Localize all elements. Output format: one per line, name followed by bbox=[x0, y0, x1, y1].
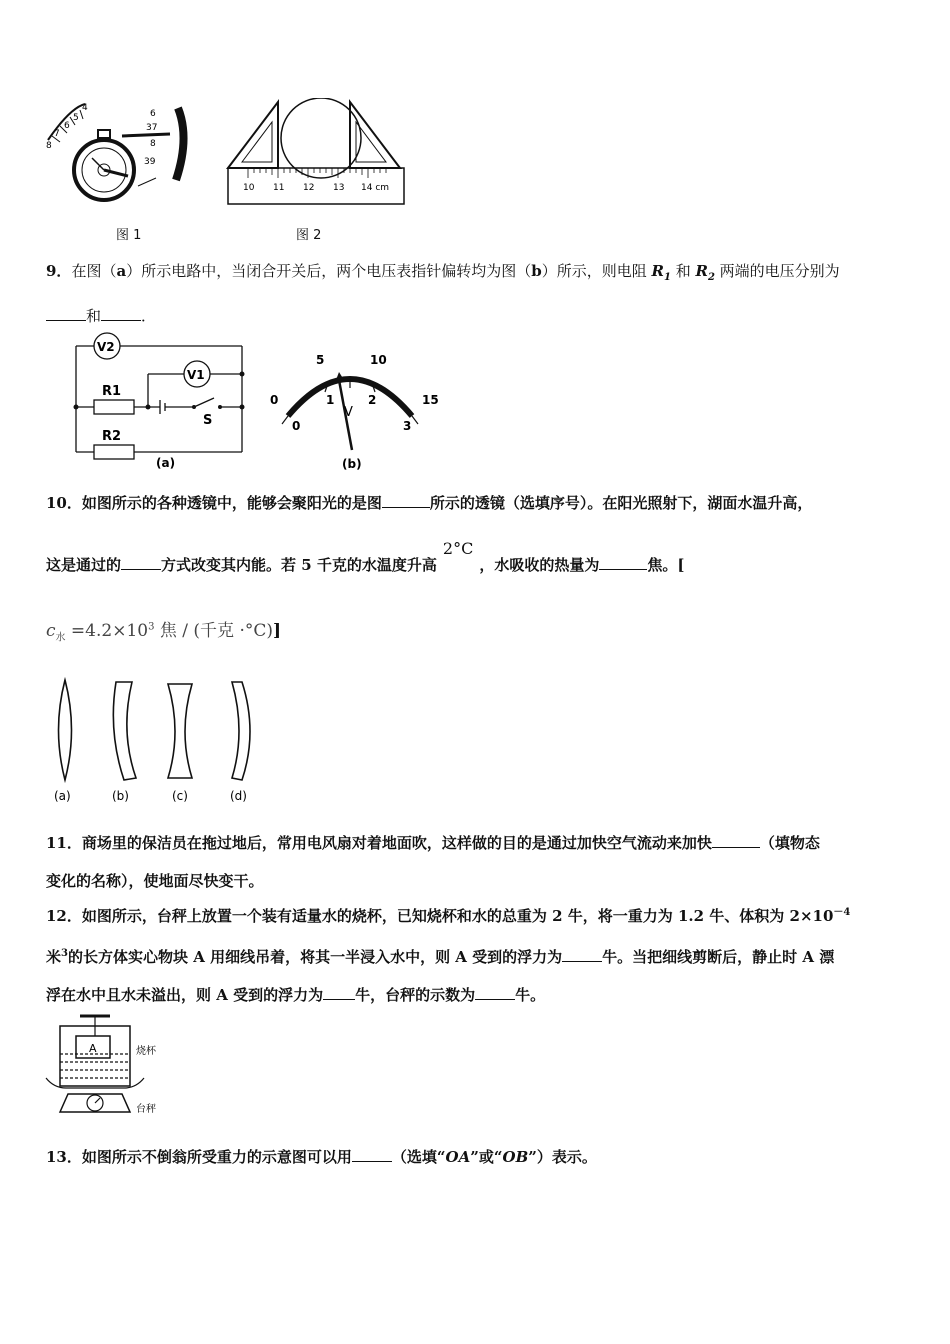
question-10-line2d: 焦。[ bbox=[647, 556, 685, 574]
answer-blank[interactable] bbox=[121, 553, 161, 570]
meter-top-label: 0 bbox=[270, 393, 279, 407]
voltmeter-v2-label: V2 bbox=[97, 340, 115, 354]
lens-label: (d) bbox=[230, 789, 247, 803]
answer-blank[interactable] bbox=[712, 831, 760, 848]
meter-top-label: 5 bbox=[316, 353, 325, 367]
answer-blank[interactable] bbox=[382, 491, 430, 508]
question-10-line2 bbox=[46, 539, 906, 584]
meter-bottom-label: 1 bbox=[326, 393, 335, 407]
question-13-text-d: ”）表示。 bbox=[528, 1148, 597, 1166]
figure-9a-circuit bbox=[70, 330, 250, 472]
ruler-label: 14 cm bbox=[361, 183, 390, 193]
meter-caption: (b) bbox=[342, 457, 362, 471]
question-13 bbox=[46, 1138, 906, 1176]
question-9-and2: 和 bbox=[86, 307, 102, 325]
option-oa: OA bbox=[445, 1148, 471, 1166]
question-13-text-a: 13．如图所示不倒翁所受重力的示意图可以用 bbox=[46, 1148, 352, 1166]
answer-blank[interactable] bbox=[323, 983, 355, 1000]
option-ob: OB bbox=[502, 1148, 529, 1166]
question-12-line2a: 米 bbox=[46, 948, 62, 966]
question-9-number: 9． bbox=[46, 262, 72, 280]
question-9-b: b bbox=[531, 262, 542, 280]
question-10-line1: 10．如图所示的各种透镜中，能够会聚阳光的是图 bbox=[46, 494, 382, 512]
watch-dial-label: 4 bbox=[82, 103, 88, 113]
meter-top-label: 15 bbox=[422, 393, 439, 407]
ruler-label: 13 bbox=[333, 183, 345, 193]
lens-label: (b) bbox=[112, 789, 129, 803]
ruler-label: 12 bbox=[303, 183, 315, 193]
question-9-a: a bbox=[116, 262, 127, 280]
meter-bottom-label: 0 bbox=[292, 419, 301, 433]
figure-2-caption: 图 2 bbox=[296, 228, 322, 243]
question-11 bbox=[46, 824, 906, 900]
question-13-text-c: ”或“ bbox=[470, 1148, 503, 1166]
question-9-text-a: 在图（ bbox=[71, 262, 117, 280]
watch-dial-label: 6 bbox=[64, 121, 70, 131]
voltmeter-v1-label: V1 bbox=[187, 368, 205, 382]
temperature-rise: 2°C bbox=[442, 539, 474, 558]
figure-12-beaker-scale bbox=[44, 1012, 174, 1118]
ruler-label: 10 bbox=[243, 183, 255, 193]
question-9-text-d: 两端的电压分别为 bbox=[714, 262, 840, 280]
resistor-r2-label: R2 bbox=[102, 429, 122, 444]
question-12: 12．如图所示，台秤上放置一个装有适量水的烧杯，已知烧杯和水的总重为 2 牛，将一重力为 1.2 牛、体积为 $2\times 10^{-4}$ 米$^3$的长方体实心物块 A 用细线吊着，将其一半浸入水中，则 A 受到的浮力为 牛。当把细线剪断后，静止时 A 漂 浮在水中且水未溢出，则 A 受到的浮力为 牛，台秤的示数为 牛。 bbox=[46, 907, 851, 1004]
question-10-line2a: 这是通过的 bbox=[46, 556, 122, 574]
figure-2-ruler bbox=[226, 98, 416, 210]
question-12-line1a: 12．如图所示，台秤上放置一个装有适量水的烧杯，已知烧杯和水的总重为 2 牛，将一重力为 1.2 牛、体积为 2×10 bbox=[46, 907, 834, 925]
question-11-line1a: 11．商场里的保洁员在拖过地后，常用电风扇对着地面吹，这样做的目的是通过加快空气流动来加快 bbox=[46, 834, 712, 852]
figure-10-lenses bbox=[44, 676, 274, 808]
question-10-line2b: 方式改变其内能。若 5 千克的水温度升高 bbox=[161, 556, 437, 574]
formula-close-bracket: ] bbox=[273, 621, 282, 641]
figure-9b-voltmeter bbox=[266, 350, 446, 472]
figure-1-stopwatch bbox=[40, 98, 200, 238]
meter-v-label: V bbox=[344, 405, 353, 420]
watch-scale-label: 37 bbox=[146, 123, 158, 133]
question-10-line1b: 所示的透镜（选填序号）。在阳光照射下，湖面水温升高， bbox=[429, 494, 813, 512]
question-10-line2c: ，水吸收的热量为 bbox=[479, 556, 600, 574]
question-12-line3b: 牛，台秤的示数为 bbox=[355, 986, 476, 1004]
question-11-line1b: （填物态 bbox=[759, 834, 820, 852]
switch-s-label: S bbox=[203, 413, 213, 428]
question-12-line2c: 牛。当把细线剪断后，静止时 A 漂 bbox=[602, 948, 835, 966]
watch-scale-label: 8 bbox=[150, 139, 156, 149]
question-9 bbox=[46, 252, 906, 335]
watch-scale-label: 39 bbox=[144, 157, 156, 167]
question-13-text-b: （选填“ bbox=[391, 1148, 446, 1166]
figure-1-caption: 图 1 bbox=[116, 228, 142, 243]
question-12-line2b: 的长方体实心物块 A 用细线吊着，将其一半浸入水中，则 A 受到的浮力为 bbox=[67, 948, 563, 966]
question-9-and: 和 bbox=[670, 262, 696, 280]
answer-blank[interactable] bbox=[101, 304, 141, 321]
question-12-line3c: 牛。 bbox=[515, 986, 546, 1004]
question-11-line2: 变化的名称），使地面尽快变干。 bbox=[46, 872, 264, 890]
question-9-text-c: ）所示，则电阻 bbox=[541, 262, 652, 280]
answer-blank[interactable] bbox=[562, 945, 602, 962]
lens-label: (a) bbox=[54, 789, 71, 803]
watch-dial-label: 8 bbox=[46, 141, 52, 151]
r2-symbol: $R_2$ bbox=[695, 262, 715, 283]
question-10 bbox=[46, 484, 906, 522]
lens-label: (c) bbox=[172, 789, 188, 803]
circuit-caption: (a) bbox=[156, 456, 176, 470]
watch-dial-label: 5 bbox=[73, 113, 79, 123]
watch-scale-label: 6 bbox=[150, 109, 156, 119]
question-9-text-b: ）所示电路中，当闭合开关后，两个电压表指针偏转均为图（ bbox=[126, 262, 532, 280]
answer-blank[interactable] bbox=[352, 1145, 392, 1162]
beaker-label: 烧杯 bbox=[136, 1046, 156, 1057]
question-12-line3a: 浮在水中且水未溢出，则 A 受到的浮力为 bbox=[46, 986, 324, 1004]
specific-heat-formula: $c_水 =4.2\times 10^3$ 焦 / (千克 ·°C)] bbox=[46, 621, 282, 644]
answer-blank[interactable] bbox=[46, 304, 86, 321]
question-9-end: ． bbox=[141, 307, 157, 325]
answer-blank[interactable] bbox=[475, 983, 515, 1000]
resistor-r1-label: R1 bbox=[102, 384, 122, 399]
scale-label: 台秤 bbox=[136, 1104, 156, 1115]
block-a-label: A bbox=[89, 1042, 97, 1055]
meter-bottom-label: 3 bbox=[403, 419, 412, 433]
meter-top-label: 10 bbox=[370, 353, 387, 367]
r1-symbol: $R_1$ bbox=[651, 262, 671, 283]
watch-dial-label: 7 bbox=[54, 129, 60, 139]
ruler-label: 11 bbox=[273, 183, 285, 193]
meter-bottom-label: 2 bbox=[368, 393, 377, 407]
answer-blank[interactable] bbox=[599, 553, 647, 570]
